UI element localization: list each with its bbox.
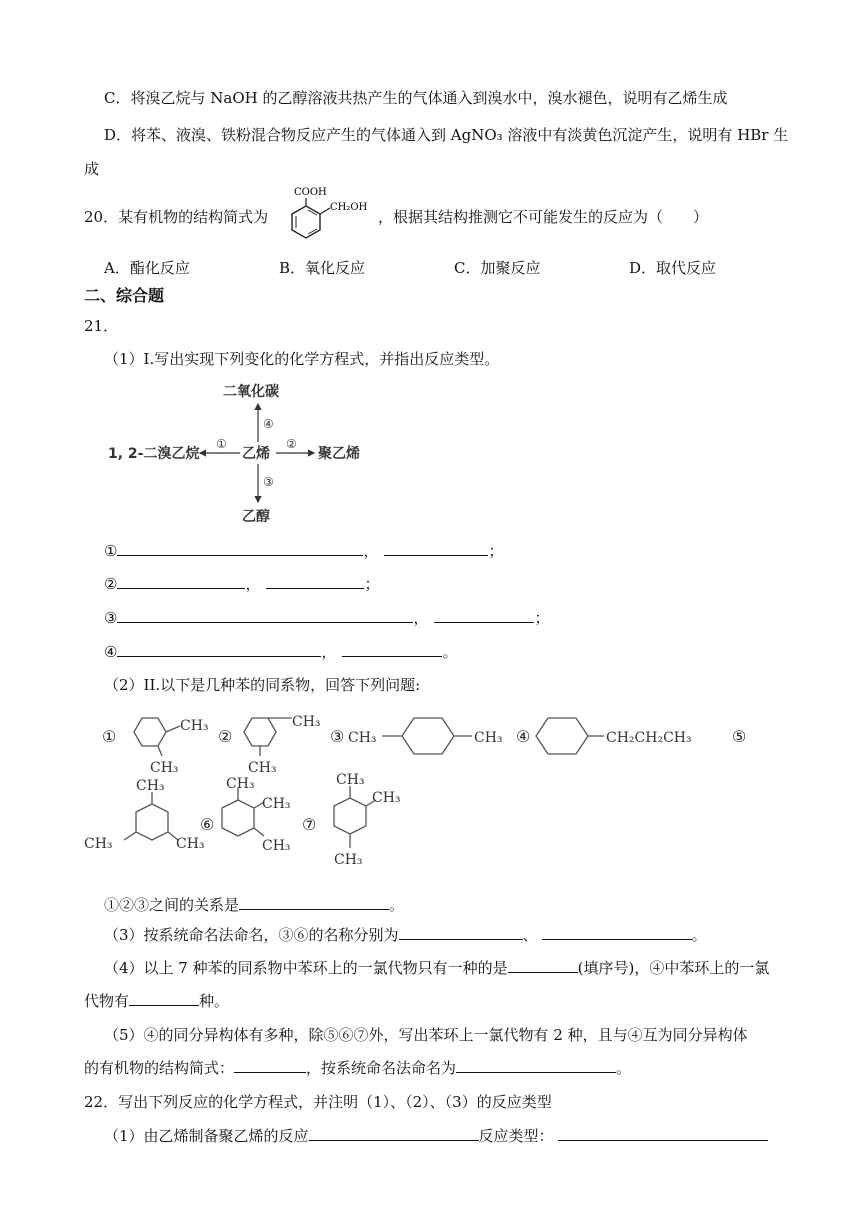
q21-part4: （4）以上 7 种苯的同系物中苯环上的一氯代物只有一种的是 (填序号)，④中苯环上的一氯 bbox=[104, 959, 770, 977]
arrow-label-1: ① bbox=[216, 437, 227, 451]
answer-blank[interactable] bbox=[117, 642, 321, 657]
q20-option-b: B．氧化反应 bbox=[279, 259, 366, 277]
arrow-label-3: ③ bbox=[263, 475, 274, 489]
q21-part4-cont: 代物有 种。 bbox=[84, 992, 230, 1010]
q21-part2-stem: （2）II.以下是几种苯的同系物，回答下列问题: bbox=[104, 676, 421, 694]
ch3-label: CH₃ bbox=[334, 852, 363, 868]
answer-blank[interactable] bbox=[399, 925, 523, 940]
blank-row-3: ③ ， ； bbox=[104, 609, 550, 627]
answer-blank[interactable] bbox=[239, 895, 389, 910]
q22-stem: 22．写出下列反应的化学方程式，并注明（1）、（2）、（3）的反应类型 bbox=[84, 1093, 552, 1111]
q20-stem: 20．某有机物的结构简式为 bbox=[84, 208, 269, 226]
ch3-label: CH₃ bbox=[262, 838, 291, 854]
answer-blank[interactable] bbox=[384, 541, 488, 556]
ch3-label: CH₃ bbox=[248, 760, 277, 776]
node-left: 1, 2-二溴乙烷 bbox=[108, 446, 200, 462]
ch3-label: CH₃ bbox=[136, 778, 165, 794]
ch3-label: CH₃ bbox=[84, 836, 113, 852]
answer-blank[interactable] bbox=[542, 925, 692, 940]
answer-blank[interactable] bbox=[558, 1126, 768, 1141]
mark-4: ④ bbox=[516, 727, 531, 746]
mark-7: ⑦ bbox=[302, 815, 317, 834]
blank-row-4: ④ ， 。 bbox=[104, 643, 458, 661]
reaction-diagram bbox=[100, 378, 380, 528]
ch3-label: CH₃ bbox=[336, 772, 365, 788]
answer-blank[interactable] bbox=[508, 958, 578, 973]
benzene-homologs bbox=[84, 700, 776, 890]
q19-option-d: D．将苯、液溴、铁粉混合物反应产生的气体通入到 AgNO₃ 溶液中有淡黄色沉淀产生，说明有 HBr 生 bbox=[104, 126, 789, 144]
q20-stem-tail: ，根据其结构推测它不可能发生的反应为（ ） bbox=[378, 208, 709, 226]
answer-blank[interactable] bbox=[117, 608, 413, 623]
q19-option-c: C．将溴乙烷与 NaOH 的乙醇溶液共热产生的气体通入到溴水中，溴水褪色，说明有乙烯生成 bbox=[104, 89, 728, 107]
ch3-label: CH₃ bbox=[226, 776, 255, 792]
answer-blank[interactable] bbox=[266, 574, 364, 589]
arrow-label-4: ④ bbox=[263, 417, 274, 431]
cooh-label: COOH bbox=[294, 187, 327, 198]
ch3-label: CH₃ bbox=[262, 796, 291, 812]
node-center: 乙烯 bbox=[242, 446, 270, 462]
section-heading: 二、综合题 bbox=[84, 286, 165, 305]
answer-blank[interactable] bbox=[117, 541, 363, 556]
q21-part5: （5）④的同分异构体有多种，除⑤⑥⑦外，写出苯环上一氯代物有 2 种，且与④互为同分异构体 bbox=[104, 1026, 748, 1044]
q21-part1-stem: （1）I.写出实现下列变化的化学方程式，并指出反应类型。 bbox=[104, 350, 500, 368]
propyl-label: CH₂CH₂CH₃ bbox=[606, 730, 692, 746]
q20-option-d: D．取代反应 bbox=[629, 259, 717, 277]
q20-option-a: A．酯化反应 bbox=[104, 259, 190, 277]
q22-part1: （1）由乙烯制备聚乙烯的反应 反应类型： bbox=[104, 1126, 768, 1146]
mark-2: ② bbox=[218, 727, 233, 746]
mark-3: ③ bbox=[330, 727, 345, 746]
ch3-label: CH₃ bbox=[372, 790, 401, 806]
answer-blank[interactable] bbox=[434, 608, 534, 623]
q21-number: 21． bbox=[84, 317, 119, 335]
q20-structure bbox=[276, 184, 376, 246]
mark-1: ① bbox=[102, 727, 117, 746]
q21-relation: ①②③之间的关系是 。 bbox=[104, 896, 405, 914]
q20-option-c: C．加聚反应 bbox=[454, 259, 541, 277]
blank-row-1: ① ， ； bbox=[104, 542, 504, 560]
ch2oh-label: CH₂OH bbox=[330, 202, 368, 213]
answer-blank[interactable] bbox=[234, 1058, 306, 1073]
mark-6: ⑥ bbox=[200, 815, 215, 834]
q21-part3: （3）按系统命名法命名，③⑥的名称分别为 、 。 bbox=[104, 926, 707, 944]
node-top: 二氧化碳 bbox=[223, 384, 279, 400]
answer-blank[interactable] bbox=[129, 991, 199, 1006]
ch3-label: CH₃ bbox=[474, 730, 503, 746]
node-bottom: 乙醇 bbox=[242, 509, 270, 525]
ch3-label: CH₃ bbox=[150, 760, 179, 776]
arrow-label-2: ② bbox=[286, 437, 297, 451]
q19-option-d-cont: 成 bbox=[84, 160, 100, 178]
mark-5: ⑤ bbox=[732, 727, 747, 746]
answer-blank[interactable] bbox=[342, 642, 442, 657]
ch3-label: CH₃ bbox=[292, 714, 321, 730]
blank-row-2: ② ， ； bbox=[104, 575, 380, 593]
q21-part5-cont: 的有机物的结构简式： ，按系统命名法命名为 。 bbox=[84, 1059, 632, 1077]
ch3-label: CH₃ bbox=[180, 718, 209, 734]
ch3-label: CH₃ bbox=[348, 730, 377, 746]
answer-blank[interactable] bbox=[117, 574, 245, 589]
answer-blank[interactable] bbox=[309, 1126, 479, 1141]
node-right: 聚乙烯 bbox=[318, 446, 360, 462]
ch3-label: CH₃ bbox=[176, 836, 205, 852]
answer-blank[interactable] bbox=[456, 1058, 616, 1073]
